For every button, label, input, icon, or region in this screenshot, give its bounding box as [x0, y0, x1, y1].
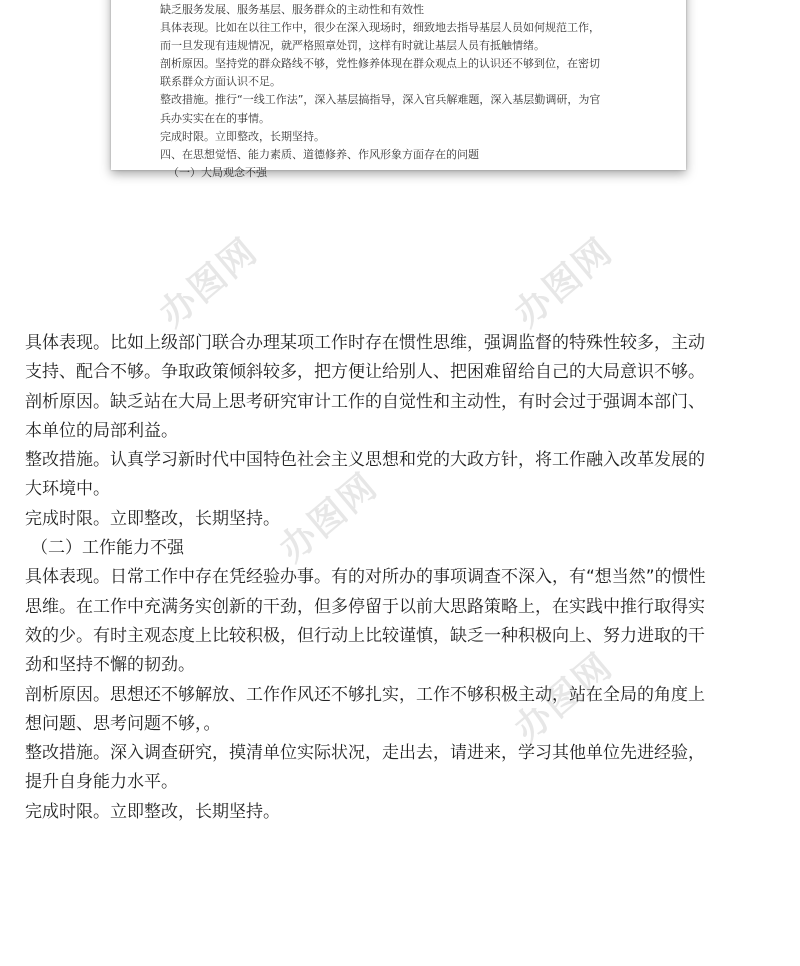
preview-line: 具体表现。比如在以往工作中，很少在深入现场时，细致地去指导基层人员如何规范工作， — [160, 21, 600, 35]
body-line: 思维。在工作中充满务实创新的干劲，但多停留于以前大思路策略上，在实践中推行取得实 — [25, 596, 705, 617]
preview-line: 四、在思想觉悟、能力素质、道德修养、作风形象方面存在的问题 — [160, 147, 479, 161]
watermark: 办图网 — [272, 465, 386, 571]
preview-line: 剖析原因。坚持党的群众路线不够，党性修养体现在群众观点上的认识还不够到位，在密切 — [160, 57, 600, 71]
preview-line: 整改措施。推行“一线工作法”，深入基层搞指导，深入官兵解难题，深入基层勤调研，为官 — [160, 93, 601, 107]
document-preview-card — [111, 0, 686, 179]
watermark: 办图网 — [507, 230, 621, 336]
preview-line: 而一旦发现有违规情况，就严格照章处罚，这样有时就让基层人员有抵触情绪。 — [160, 39, 545, 53]
preview-text-block — [160, 1, 660, 182]
body-line: 本单位的局部利益。 — [25, 420, 178, 441]
body-line: 整改措施。深入调查研究，摸清单位实际状况，走出去，请进来，学习其他单位先进经验， — [25, 743, 705, 764]
body-line: 完成时限。立即整改，长期坚持。 — [25, 508, 280, 529]
section-heading: （二）工作能力不强 — [31, 538, 184, 559]
preview-line: 缺乏服务发展、服务基层、服务群众的主动性和有效性 — [160, 3, 424, 16]
body-line: 剖析原因。缺乏站在大局上思考研究审计工作的自觉性和主动性，有时会过于强调本部门、 — [25, 391, 705, 412]
body-text-block — [25, 329, 780, 827]
body-line: 大环境中。 — [25, 479, 110, 500]
body-line: 支持、配合不够。争取政策倾斜较多，把方便让给别人、把困难留给自己的大局意识不够。 — [25, 362, 705, 383]
body-line: 效的少。有时主观态度上比较积极，但行动上比较谨慎，缺乏一种积极向上、努力进取的干 — [25, 625, 705, 646]
body-line: 想问题、思考问题不够，。 — [25, 713, 221, 734]
body-line: 剖析原因。思想还不够解放、工作作风还不够扎实，工作不够积极主动，站在全局的角度上 — [25, 684, 705, 705]
body-line: 提升自身能力水平。 — [25, 772, 178, 793]
body-line: 具体表现。日常工作中存在凭经验办事。有的对所办的事项调查不深入，有“想当然”的惯性 — [25, 567, 706, 588]
preview-line: （一）大局观念不强 — [168, 165, 267, 179]
watermark: 办图网 — [507, 645, 621, 751]
body-line: 完成时限。立即整改，长期坚持。 — [25, 801, 280, 822]
body-line: 劲和坚持不懈的韧劲。 — [25, 655, 195, 676]
body-line: 具体表现。比如上级部门联合办理某项工作时存在惯性思维，强调监督的特殊性较多，主动 — [25, 333, 705, 353]
preview-line: 完成时限。立即整改，长期坚持。 — [160, 129, 325, 143]
body-line: 整改措施。认真学习新时代中国特色社会主义思想和党的大政方针，将工作融入改革发展的 — [25, 450, 705, 471]
preview-line: 联系群众方面认识不足。 — [160, 75, 281, 89]
watermark: 办图网 — [152, 230, 266, 336]
preview-line: 兵办实实在在的事情。 — [160, 111, 270, 125]
